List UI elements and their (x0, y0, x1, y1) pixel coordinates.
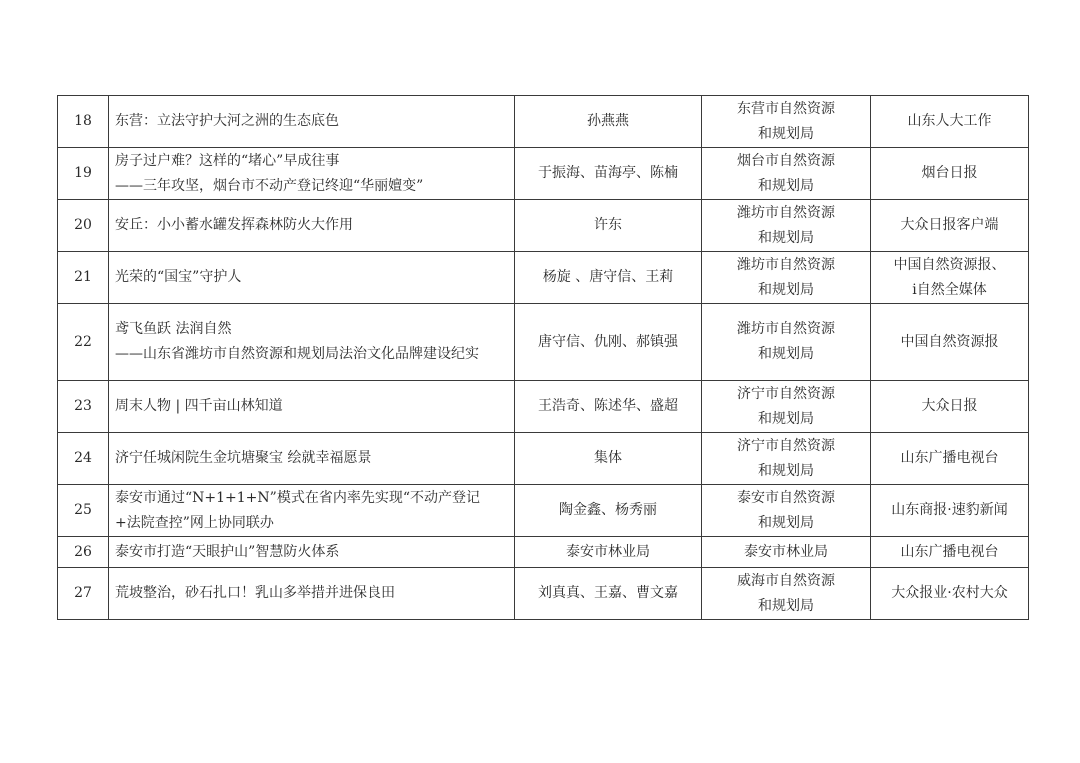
table-row (58, 433, 1029, 485)
awards-table (57, 95, 1029, 620)
table-row (58, 148, 1029, 200)
table-row (58, 537, 1029, 568)
author-names: 集体 (515, 433, 702, 485)
publishing-media: 中国自然资源报 (871, 304, 1029, 381)
recommending-unit: 泰安市自然资源 和规划局 (702, 485, 871, 537)
author-names: 刘真真、王嘉、曹文嘉 (515, 568, 702, 620)
author-names: 许东 (515, 200, 702, 252)
publishing-media: 烟台日报 (871, 148, 1029, 200)
row-number: 27 (58, 568, 109, 620)
publishing-media: 大众日报 (871, 381, 1029, 433)
article-title: 泰安市打造“天眼护山”智慧防火体系 (109, 537, 515, 568)
table-row (58, 381, 1029, 433)
recommending-unit: 东营市自然资源 和规划局 (702, 96, 871, 148)
table-row (58, 96, 1029, 148)
row-number: 22 (58, 304, 109, 381)
table-row (58, 485, 1029, 537)
article-title: 荒坡整治，砂石扎口！乳山多举措并进保良田 (109, 568, 515, 620)
recommending-unit: 济宁市自然资源 和规划局 (702, 381, 871, 433)
recommending-unit: 泰安市林业局 (702, 537, 871, 568)
row-number: 21 (58, 252, 109, 304)
table-row (58, 200, 1029, 252)
table-row (58, 252, 1029, 304)
author-names: 王浩奇、陈述华、盛超 (515, 381, 702, 433)
table-body (58, 96, 1029, 620)
publishing-media: 大众报业·农村大众 (871, 568, 1029, 620)
row-number: 20 (58, 200, 109, 252)
article-title: 安丘：小小蓄水罐发挥森林防火大作用 (109, 200, 515, 252)
article-title: 济宁任城闲院生金坑塘聚宝 绘就幸福愿景 (109, 433, 515, 485)
recommending-unit: 烟台市自然资源 和规划局 (702, 148, 871, 200)
publishing-media: 山东广播电视台 (871, 537, 1029, 568)
article-title: 鸢飞鱼跃 法润自然 ——山东省潍坊市自然资源和规划局法治文化品牌建设纪实 (109, 304, 515, 381)
row-number: 23 (58, 381, 109, 433)
article-title: 东营：立法守护大河之洲的生态底色 (109, 96, 515, 148)
table-row (58, 568, 1029, 620)
row-number: 19 (58, 148, 109, 200)
publishing-media: 山东商报·速豹新闻 (871, 485, 1029, 537)
recommending-unit: 威海市自然资源 和规划局 (702, 568, 871, 620)
row-number: 18 (58, 96, 109, 148)
publishing-media: 中国自然资源报、 i自然全媒体 (871, 252, 1029, 304)
article-title: 泰安市通过“N+1+1+N”模式在省内率先实现“不动产登记 +法院查控”网上协同联办 (109, 485, 515, 537)
article-title: 周末人物 | 四千亩山林知道 (109, 381, 515, 433)
recommending-unit: 潍坊市自然资源 和规划局 (702, 200, 871, 252)
recommending-unit: 潍坊市自然资源 和规划局 (702, 304, 871, 381)
recommending-unit: 潍坊市自然资源 和规划局 (702, 252, 871, 304)
article-title: 光荣的“国宝”守护人 (109, 252, 515, 304)
publishing-media: 山东广播电视台 (871, 433, 1029, 485)
article-title: 房子过户难？这样的“堵心”早成往事 ——三年攻坚，烟台市不动产登记终迎“华丽嬗变” (109, 148, 515, 200)
table-row (58, 304, 1029, 381)
author-names: 杨旋 、唐守信、王莉 (515, 252, 702, 304)
recommending-unit: 济宁市自然资源 和规划局 (702, 433, 871, 485)
row-number: 26 (58, 537, 109, 568)
author-names: 泰安市林业局 (515, 537, 702, 568)
publishing-media: 山东人大工作 (871, 96, 1029, 148)
publishing-media: 大众日报客户端 (871, 200, 1029, 252)
row-number: 25 (58, 485, 109, 537)
author-names: 孙燕燕 (515, 96, 702, 148)
author-names: 陶金鑫、杨秀丽 (515, 485, 702, 537)
row-number: 24 (58, 433, 109, 485)
author-names: 唐守信、仇刚、郝镇强 (515, 304, 702, 381)
author-names: 于振海、苗海亭、陈楠 (515, 148, 702, 200)
